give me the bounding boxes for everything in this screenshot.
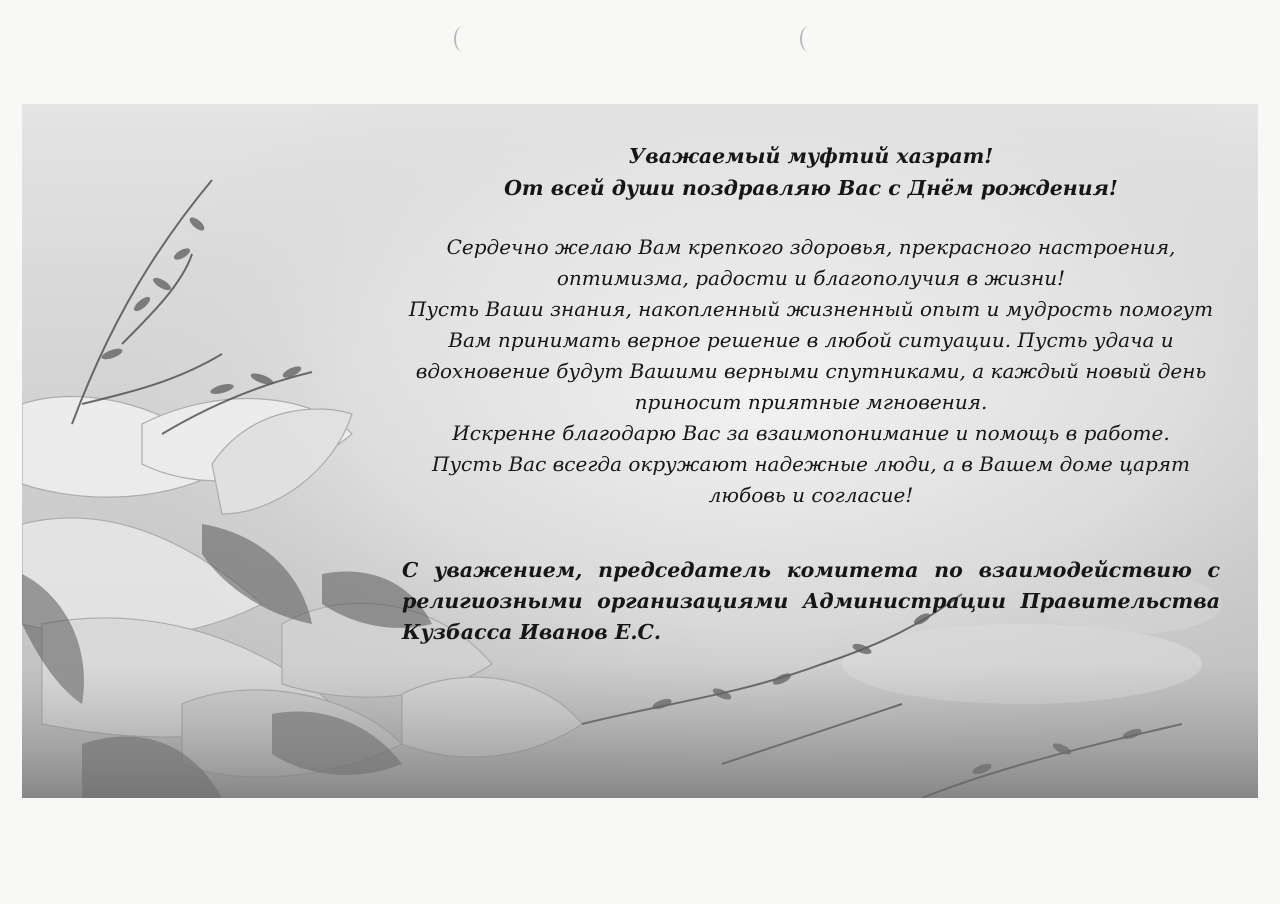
wish-line: оптимизма, радости и благополучия в жизни!	[556, 266, 1066, 290]
card-text	[402, 140, 1220, 648]
greeting-line-2: От всей души поздравляю Вас с Днём рождения!	[504, 176, 1118, 200]
wish-line: Пусть Вас всегда окружают надежные люди, а в Вашем доме царят	[432, 452, 1190, 476]
wish-line: Сердечно желаю Вам крепкого здоровья, прекрасного настроения,	[446, 235, 1176, 259]
wishes-paragraph	[402, 232, 1220, 511]
wish-line: Искренне благодарю Вас за взаимопонимание и помощь в работе.	[452, 421, 1170, 445]
wish-line: Вам принимать верное решение в любой ситуации. Пусть удача и	[448, 328, 1174, 352]
wish-line: любовь и согласие!	[708, 483, 914, 507]
punch-hole-left	[454, 26, 472, 52]
wish-line: Пусть Ваши знания, накопленный жизненный опыт и мудрость помогут	[408, 297, 1214, 321]
wish-line: вдохновение будут Вашими верными спутниками, а каждый новый день	[415, 359, 1207, 383]
signature: С уважением, председатель комитета по взаимодействию с религиозными организациями Администрации Правительства Кузбасса Иванов Е.С.	[402, 558, 1220, 644]
greeting-card	[22, 104, 1258, 798]
punch-hole-right	[800, 26, 818, 52]
greeting-heading	[402, 140, 1220, 204]
greeting-line-1: Уважаемый муфтий хазрат!	[628, 144, 994, 168]
wish-line: приносит приятные мгновения.	[634, 390, 988, 414]
